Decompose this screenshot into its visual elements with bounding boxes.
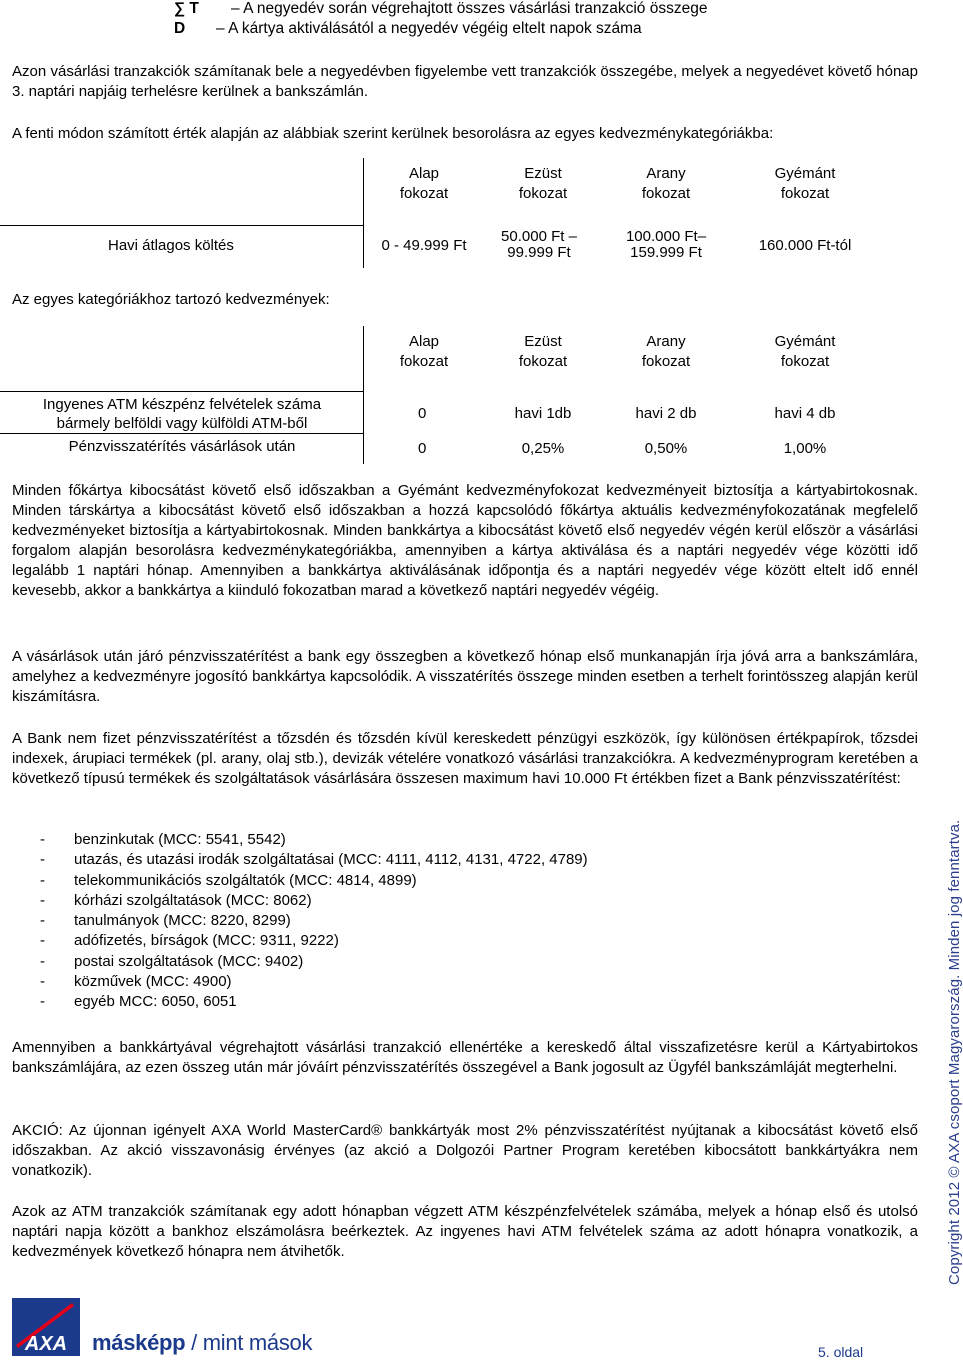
row-label-monthly-spend: Havi átlagos költés xyxy=(108,237,234,254)
cell-alap-range: 0 - 49.999 Ft xyxy=(381,237,467,254)
d-symbol: D xyxy=(174,20,186,37)
cell-atm-ezust: havi 1db xyxy=(514,405,572,422)
list-item: - telekommunikációs szolgáltatók (MCC: 4814, 4899) xyxy=(40,871,417,889)
paragraph-merchant-refund: Amennyiben a bankkártyával végrehajtott vásárlási tranzakció ellenértéke a kereskedő által visszafizetésre kerül a Kártyabirtokos bankszámlájára, az ezen összeg után már jóváírt pénzvisszatérítés összegével a Bank jogosult az Ügyfél bankszámláját megterhelni. xyxy=(12,1039,918,1076)
copyright-notice: Copyright 2012 © AXA csoport Magyarország. Minden jog fenntartva. xyxy=(946,819,963,1285)
cell-atm-arany: havi 2 db xyxy=(635,405,697,422)
paragraph-excluded-transactions: A Bank nem fizet pénzvisszatérítést a tőzsdén és tőzsdén kívül kereskedett pénzügyi eszközök, így különösen értékpapírok, tőzsdei indexek, árupiaci termékek (pl. arany, olaj stb.), devizák vételére vonatkozó vásárlási tranzakciókra. A kedvezményprogram keretében a következő típusú termékek és szolgáltatások vásárlására összesen maximum havi 10.000 Ft értékben fizet a Bank pénzvisszatérítést: xyxy=(12,730,918,787)
cell-ezust-range: 50.000 Ft – 99.999 Ft xyxy=(501,228,577,261)
header-gyemant: Gyémánt fokozat xyxy=(774,333,836,370)
row-label-atm: Ingyenes ATM készpénz felvételek száma bármely belföldi vagy külföldi ATM-ből xyxy=(42,396,322,432)
row-label-cashback: Pénzvisszatérítés vásárlások után xyxy=(68,438,296,455)
d-definition: – A kártya aktiválásától a negyedév végéig eltelt napok száma xyxy=(216,20,642,37)
header-alap: Alap fokozat xyxy=(399,165,449,202)
sum-t-definition: – A negyedév során végrehajtott összes vásárlási tranzakció összege xyxy=(231,0,708,17)
axa-logo xyxy=(12,1298,80,1356)
footer-tagline: másképp / mint mások xyxy=(92,1330,313,1355)
table-rule xyxy=(0,225,364,226)
cell-atm-alap: 0 xyxy=(418,405,427,422)
list-item: - közművek (MCC: 4900) xyxy=(40,973,232,991)
cell-arany-range: 100.000 Ft– 159.999 Ft xyxy=(625,228,707,261)
paragraph-atm-counting: Azok az ATM tranzakciók számítanak egy adott hónapban végzett ATM készpénzfelvételek számába, melyek a hónap első és utolsó naptári napja között a bankhoz elszámolásra beérkeztek. Az ingyenes havi ATM felvételek száma az adott hónapra vonatkozik, a kedvezmények következő hónapra nem átvihetők. xyxy=(12,1203,918,1260)
cell-cashback-gyemant: 1,00% xyxy=(783,440,827,457)
table-rule xyxy=(0,391,364,392)
header-arany: Arany fokozat xyxy=(641,333,691,370)
cell-cashback-arany: 0,50% xyxy=(644,440,688,457)
svg-text:AXA: AXA xyxy=(24,1333,68,1355)
list-item: - benzinkutak (MCC: 5541, 5542) xyxy=(40,831,286,848)
header-ezust: Ezüst fokozat xyxy=(518,165,568,202)
cell-cashback-ezust: 0,25% xyxy=(521,440,565,457)
paragraph-refund-credit: A vásárlások után járó pénzvisszatérítést a bank egy összegben a következő hónap első munkanapján írja jóvá arra a bankszámlára, amelyhez a kedvezményre jogosító bankkártya kapcsolódik. A visszatérítés összege minden esetben a terhelt forintösszeg alapján kerül kiszámításra. xyxy=(12,648,918,705)
header-alap: Alap fokozat xyxy=(399,333,449,370)
list-item: - egyéb MCC: 6050, 6051 xyxy=(40,993,237,1011)
paragraph-category-intro: A fenti módon számított érték alapján az alábbiak szerint kerülnek besorolásra az egyes kedvezménykategóriákba: xyxy=(12,125,774,142)
cell-atm-gyemant: havi 4 db xyxy=(774,405,836,422)
header-arany: Arany fokozat xyxy=(641,165,691,202)
paragraph-benefits-intro: Az egyes kategóriákhoz tartozó kedvezmények: xyxy=(12,291,330,308)
sum-t-symbol: ∑ T xyxy=(174,0,199,17)
header-ezust: Ezüst fokozat xyxy=(518,333,568,370)
list-item: - tanulmányok (MCC: 8220, 8299) xyxy=(40,912,291,930)
axa-logo-mark xyxy=(12,1298,80,1356)
list-item: - kórházi szolgáltatások (MCC: 8062) xyxy=(40,891,312,909)
list-item: - adófizetés, bírságok (MCC: 9311, 9222) xyxy=(40,932,339,950)
cell-gyemant-range: 160.000 Ft-tól xyxy=(758,237,852,254)
table-rule xyxy=(0,433,364,434)
list-item: - postai szolgáltatások (MCC: 9402) xyxy=(40,952,304,970)
paragraph-transaction-scope: Azon vásárlási tranzakciók számítanak bele a negyedévben figyelembe vett tranzakciók összegébe, melyek a negyedévet követő hónap 3. naptári napjáig terhelésre kerülnek a bankszámlán. xyxy=(12,63,918,100)
header-gyemant: Gyémánt fokozat xyxy=(774,165,836,202)
paragraph-card-issuance: Minden főkártya kibocsátást követő első időszakban a Gyémánt kedvezményfokozat kedvezményeit biztosítja a kártyabirtokosnak. Minden társkártya a kibocsátást követő első időszakban a hozzá kapcsolódó főkártya aktuális kedvezményfokozatának megfelelő kedvezményeket biztosítja a kártyabirtokosnak. Minden bankkártya a kibocsátást követő első negyedév végén kerül először a vásárlási forgalom alapján besorolásra kedvezménykategóriákba, amennyiben a kártya aktiválása és a naptári negyedév vége közötti idő legalább 1 naptári hónap. Amennyiben a bankkártya aktiválásának időpontja és a naptári negyedév vége között eltelt idő ennél kevesebb, akkor a bankkártya a kiinduló fokozatban marad a következő naptári negyedév végéig. xyxy=(12,482,918,599)
paragraph-promotion: AKCIÓ: Az újonnan igényelt AXA World MasterCard® bankkártyák most 2% pénzvisszatérítést nyújtanak a kibocsátást követő első időszakban. Az akció visszavonásig érvényes (az akció a Dolgozói Partner Program keretében kibocsátott bankkártyákra nem vonatkozik). xyxy=(12,1122,918,1179)
mcc-list xyxy=(40,830,588,1013)
cell-cashback-alap: 0 xyxy=(418,440,427,457)
page-number: 5. oldal xyxy=(818,1344,864,1360)
list-item: - utazás, és utazási irodák szolgáltatásai (MCC: 4111, 4112, 4131, 4722, 4789) xyxy=(40,851,588,869)
